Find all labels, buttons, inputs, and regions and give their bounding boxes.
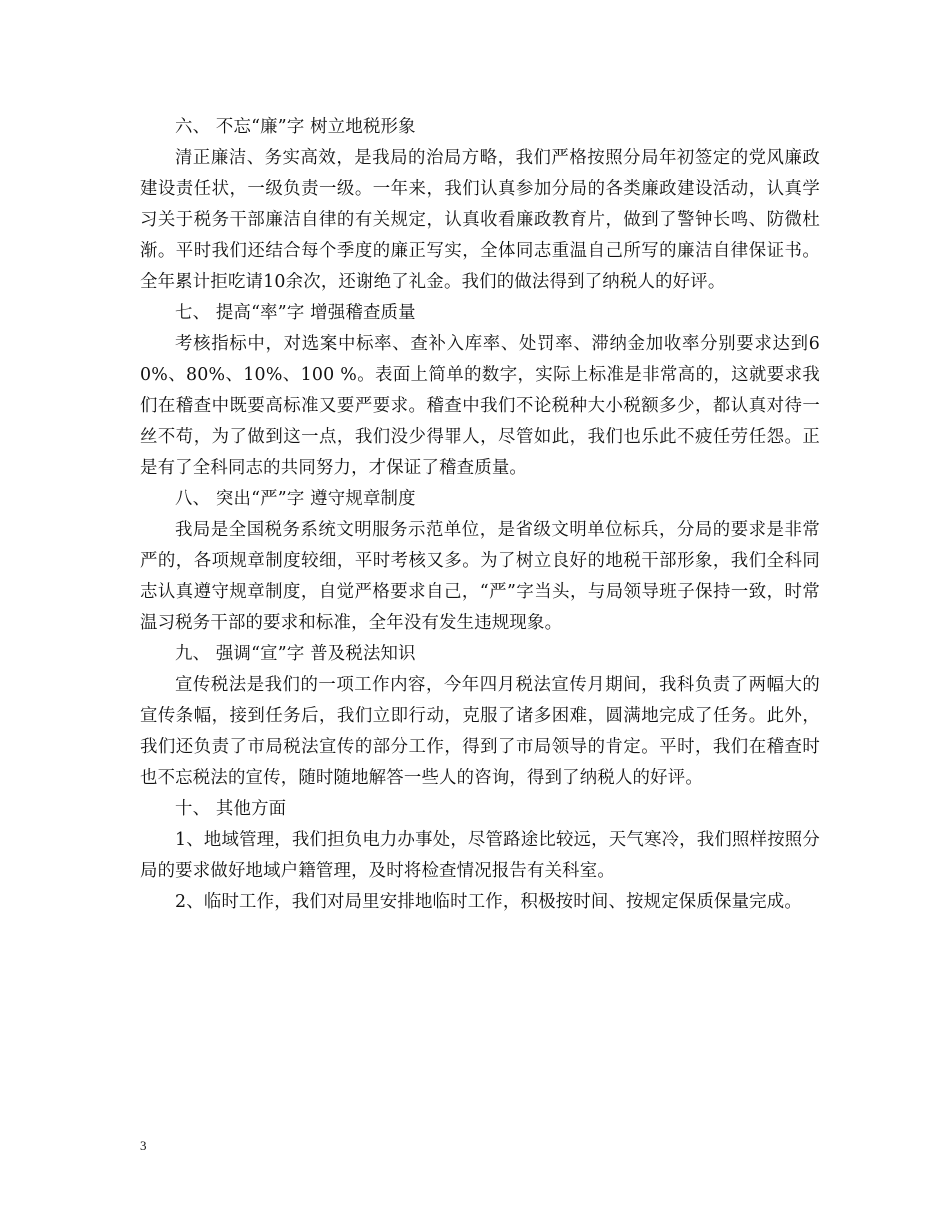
paragraph-regional-management: 1、地域管理，我们担负电力办事处，尽管路途比较远，天气寒冷，我们照样按照分局的要求做好地域户籍管理，及时将检查情况报告有关科室。 bbox=[140, 830, 820, 881]
page-number: 3 bbox=[140, 1138, 147, 1153]
paragraph-inspection-rate: 考核指标中，对选案中标率、查补入库率、处罚率、滞纳金加收率分别要求达到60%、80%、10%、100 %。表面上简单的数字，实际上标准是非常高的，这就要求我们在稽查中既要高标准又要严要求。稽查中我们不论税种大小税额多少，都认真对待一丝不苟，为了做到这一点，我们没少得罪人，尽管如此，我们也乐此不疲任劳任怨。正是有了全科同志的共同努力，才保证了稽查质量。 bbox=[140, 334, 820, 478]
section-heading-9: 九、 强调“宣”字 普及税法知识 bbox=[175, 644, 416, 664]
paragraph-regulations: 我局是全国税务系统文明服务示范单位，是省级文明单位标兵，分局的要求是非常严的，各项规章制度较细，平时考核又多。为了树立良好的地税干部形象，我们全科同志认真遵守规章制度，自觉严格要求自己，“严”字当头，与局领导班子保持一致，时常温习税务干部的要求和标准，全年没有发生违规现象。 bbox=[140, 520, 820, 633]
document-body bbox=[140, 112, 820, 918]
section-heading-7: 七、 提高“率”字 增强稽查质量 bbox=[175, 303, 416, 323]
paragraph-temporary-work: 2、临时工作，我们对局里安排地临时工作，积极按时间、按规定保质保量完成。 bbox=[175, 892, 802, 912]
section-heading-10: 十、 其他方面 bbox=[175, 799, 287, 819]
paragraph-integrity: 清正廉洁、务实高效，是我局的治局方略，我们严格按照分局年初签定的党风廉政建设责任状，一级负责一级。一年来，我们认真参加分局的各类廉政建设活动，认真学习关于税务干部廉洁自律的有关规定，认真收看廉政教育片，做到了警钟长鸣、防微杜渐。平时我们还结合每个季度的廉正写实，全体同志重温自己所写的廉洁自律保证书。全年累计拒吃请10余次，还谢绝了礼金。我们的做法得到了纳税人的好评。 bbox=[140, 148, 820, 292]
section-heading-6: 六、 不忘“廉”字 树立地税形象 bbox=[175, 117, 416, 137]
section-heading-8: 八、 突出“严”字 遵守规章制度 bbox=[175, 489, 416, 509]
paragraph-tax-publicity: 宣传税法是我们的一项工作内容，今年四月税法宣传月期间，我科负责了两幅大的宣传条幅，接到任务后，我们立即行动，克服了诸多困难，圆满地完成了任务。此外，我们还负责了市局税法宣传的部分工作，得到了市局领导的肯定。平时，我们在稽查时也不忘税法的宣传，随时随地解答一些人的咨询，得到了纳税人的好评。 bbox=[140, 675, 820, 788]
